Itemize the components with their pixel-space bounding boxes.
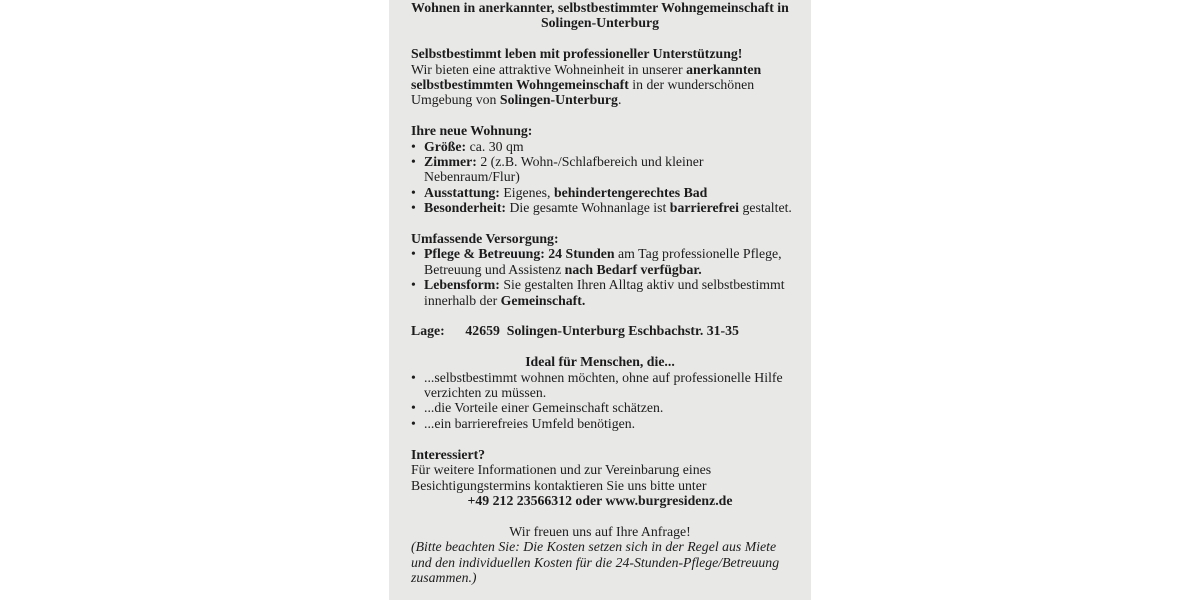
bullet-gemeinschaft bbox=[411, 400, 789, 415]
kosten-hinweis-3 bbox=[411, 570, 789, 585]
text-segment: zusammen.) bbox=[411, 569, 477, 585]
text-segment: Gemeinschaft. bbox=[500, 292, 586, 308]
text-segment: ca. 30 qm bbox=[466, 138, 524, 154]
bullet-icon: • bbox=[411, 400, 416, 416]
text-segment: und den individuellen Kosten für die 24-Stunden-Pflege/Betreuung bbox=[411, 554, 780, 570]
text-segment: Besichtigungstermins kontaktieren Sie uns bitte unter bbox=[411, 477, 707, 493]
spacer-7 bbox=[411, 508, 789, 523]
bullet-lebensform bbox=[411, 277, 789, 292]
text-segment: behindertengerechtes Bad bbox=[553, 184, 708, 200]
text-segment: Nebenraum/Flur) bbox=[424, 169, 520, 185]
kontakt-line-2 bbox=[411, 478, 789, 493]
intro-line-1 bbox=[411, 62, 789, 77]
ad-document-panel bbox=[389, 0, 811, 600]
text-segment: Ideal für Menschen, die... bbox=[525, 354, 675, 370]
text-segment: Eigenes, bbox=[499, 184, 554, 200]
bullet-ausstattung bbox=[411, 185, 789, 200]
spacer-1 bbox=[411, 31, 789, 46]
bullet-icon: • bbox=[411, 138, 416, 154]
bullet-zimmer-cont bbox=[411, 169, 789, 184]
kontakt-line-1 bbox=[411, 462, 789, 477]
spacer-4 bbox=[411, 308, 789, 323]
text-segment: ...ein barrierefreies Umfeld benötigen. bbox=[424, 415, 636, 431]
bullet-umfeld bbox=[411, 416, 789, 431]
text-segment: gestaltet. bbox=[739, 200, 792, 216]
bullet-besonderheit bbox=[411, 200, 792, 216]
kosten-hinweis-2 bbox=[411, 555, 789, 570]
bullet-icon: • bbox=[411, 184, 416, 200]
bullet-zimmer bbox=[411, 154, 789, 169]
text-segment: Wir bieten eine attraktive Wohneinheit in unserer bbox=[411, 61, 687, 77]
bullet-lebensform-cont bbox=[411, 293, 789, 308]
text-segment: Pflege & Betreuung: 24 Stunden bbox=[424, 246, 615, 262]
text-segment: Selbstbestimmt leben mit professioneller Unterstützung! bbox=[411, 46, 743, 62]
ideal-heading bbox=[411, 354, 789, 369]
text-segment: . bbox=[617, 92, 622, 108]
bullet-icon: • bbox=[411, 415, 416, 431]
anfrage-line bbox=[411, 524, 789, 539]
text-segment: Ausstattung: bbox=[424, 184, 500, 200]
text-segment: 2 (z.B. Wohn-/Schlafbereich und kleiner bbox=[476, 154, 704, 170]
text-segment: (Bitte beachten Sie: Die Kosten setzen sich in der Regel aus Miete bbox=[411, 539, 777, 555]
text-segment: Lebensform: bbox=[424, 277, 500, 293]
text-segment: +49 212 23566312 oder www.burgresidenz.de bbox=[467, 492, 733, 508]
text-segment: Interessiert? bbox=[411, 446, 486, 462]
bullet-pflege-cont bbox=[411, 262, 789, 277]
text-segment: Besonderheit: bbox=[424, 200, 507, 216]
text-segment: Wir freuen uns auf Ihre Anfrage! bbox=[509, 523, 691, 539]
bullet-icon: • bbox=[411, 154, 416, 170]
text-segment: Solingen-Unterburg bbox=[540, 15, 660, 31]
text-segment: Zimmer: bbox=[424, 154, 477, 170]
spacer-5 bbox=[411, 339, 789, 354]
bullet-groesse bbox=[411, 139, 789, 154]
spacer-2 bbox=[411, 108, 789, 123]
text-segment: Wohnen in anerkannter, selbstbestimmter Wohngemeinschaft in bbox=[411, 0, 789, 15]
text-segment: Die gesamte Wohnanlage ist bbox=[506, 200, 670, 216]
lage-line bbox=[411, 323, 789, 338]
spacer-3 bbox=[411, 216, 789, 231]
text-segment: ...die Vorteile einer Gemeinschaft schätzen. bbox=[424, 400, 664, 416]
bullet-icon: • bbox=[411, 277, 416, 293]
kosten-hinweis-1 bbox=[411, 539, 789, 554]
text-segment: ...selbstbestimmt wohnen möchten, ohne auf professionelle Hilfe bbox=[424, 369, 783, 385]
kontakt-phone-web bbox=[411, 493, 789, 508]
text-segment: Umgebung von bbox=[411, 92, 500, 108]
text-segment: Solingen-Unterburg bbox=[499, 92, 618, 108]
text-segment: Für weitere Informationen und zur Vereinbarung eines bbox=[411, 462, 712, 478]
interessiert-heading bbox=[411, 447, 789, 462]
text-segment: Größe: bbox=[424, 138, 467, 154]
bullet-pflege bbox=[411, 246, 789, 261]
text-segment: nach Bedarf verfügbar. bbox=[564, 261, 702, 277]
text-segment: in der wunderschönen bbox=[628, 77, 755, 93]
text-segment: innerhalb der bbox=[424, 292, 501, 308]
text-segment: Ihre neue Wohnung: bbox=[411, 123, 533, 139]
bullet-selbstbestimmt-cont bbox=[411, 385, 789, 400]
text-segment: Umfassende Versorgung: bbox=[411, 231, 559, 247]
bullet-icon: • bbox=[411, 246, 416, 262]
versorgung-heading bbox=[411, 231, 789, 246]
bullet-icon: • bbox=[411, 369, 416, 385]
intro-line-2 bbox=[411, 77, 789, 92]
text-segment: Lage: 42659 Solingen-Unterburg Eschbachstr. 31-35 bbox=[411, 323, 739, 339]
text-segment: Sie gestalten Ihren Alltag aktiv und selbstbestimmt bbox=[499, 277, 785, 293]
spacer-6 bbox=[411, 431, 789, 446]
title-line-1 bbox=[411, 0, 789, 15]
text-segment: barrierefrei bbox=[669, 200, 739, 216]
wohnung-heading bbox=[411, 123, 789, 138]
text-segment: selbstbestimmten Wohngemeinschaft bbox=[411, 77, 629, 93]
text-segment: anerkannten bbox=[686, 61, 762, 77]
text-segment: verzichten zu müssen. bbox=[424, 385, 547, 401]
intro-heading bbox=[411, 46, 789, 61]
title-line-2 bbox=[411, 15, 789, 30]
bullet-selbstbestimmt bbox=[411, 370, 789, 385]
text-segment: am Tag professionelle Pflege, bbox=[614, 246, 782, 262]
bullet-icon: • bbox=[411, 200, 416, 216]
intro-line-3 bbox=[411, 92, 789, 107]
text-segment: Betreuung und Assistenz bbox=[424, 261, 565, 277]
